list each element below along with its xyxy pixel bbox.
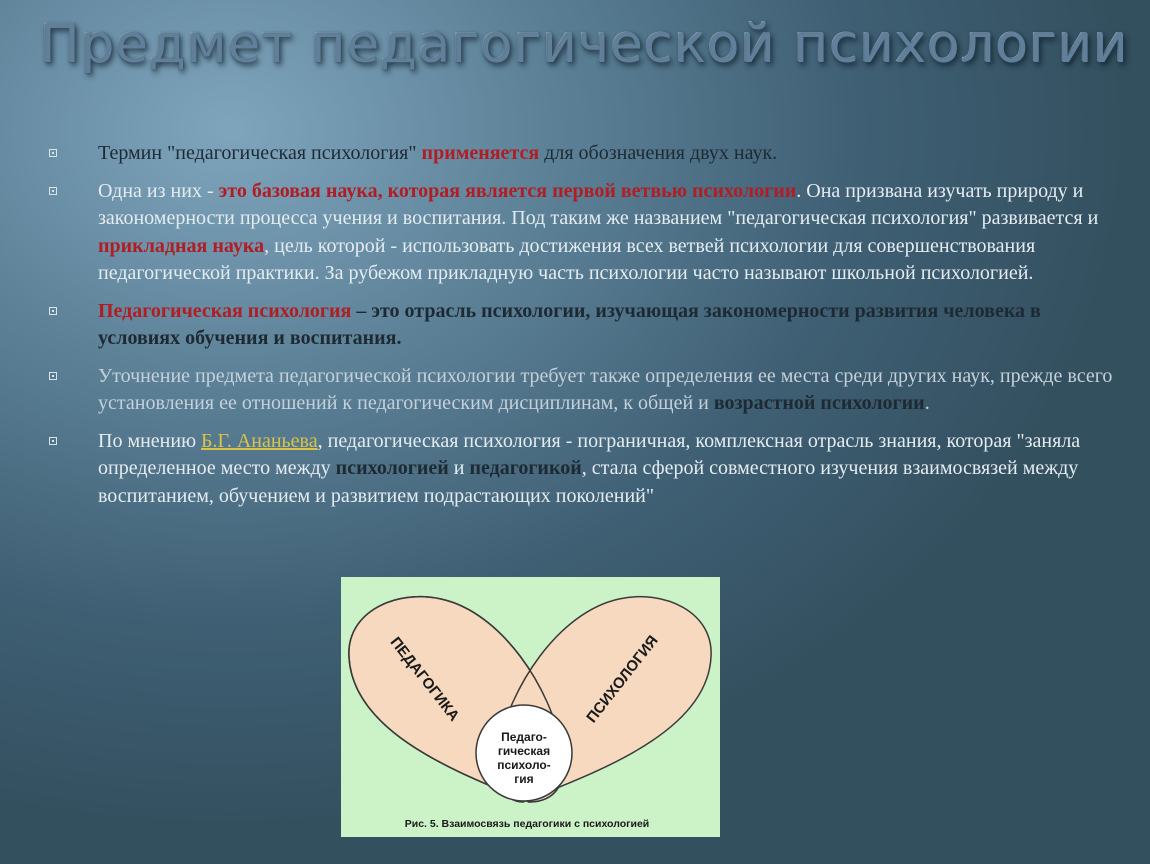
text-segment: прикладная наука (98, 234, 265, 257)
slide-title: Предмет педагогической психологии (40, 14, 1129, 75)
text-segment: По мнению (98, 429, 202, 452)
text-segment: – это отрасль психологии, изучающая закономерности развития человека в условиях обучения и воспитания. (98, 299, 1041, 349)
text-segment: возрастной психологии (713, 392, 925, 414)
bullet-list (46, 140, 1116, 520)
text-segment: педагогикой (469, 457, 582, 479)
label-pedagogy: ПЕДАГОГИКА (386, 633, 463, 725)
label-psychology: ПСИХОЛОГИЯ (583, 632, 662, 727)
text-segment: . Она призвана изучать природу и закономерности процесса учения и воспитания. Под таким же названием "педагогическая психология" развивается и (98, 179, 1099, 229)
text-segment: . (924, 392, 930, 414)
text-segment: для обозначения двух наук. (539, 142, 778, 164)
bullet-item (46, 428, 1116, 511)
square-bullet-icon (49, 372, 57, 380)
bullet-text (98, 300, 1041, 350)
bullet-item (46, 140, 1116, 168)
bullet-item (46, 178, 1116, 288)
text-segment: и (448, 457, 470, 479)
author-link[interactable]: Б.Г. Ананьева (201, 429, 318, 452)
center-label-line-2: гическая (497, 744, 551, 758)
text-segment: , цель которой - использовать достижения всех ветвей психологии для совершенствования педагогической практики. За рубежом прикладную часть психологии часто называют школьной психологией. (98, 234, 1036, 284)
text-segment: Термин "педагогическая психология" (98, 142, 422, 164)
text-segment: психологией (335, 457, 449, 479)
bullet-text (98, 430, 1080, 507)
text-segment: Педагогическая психология (98, 299, 352, 322)
text-segment: это базовая наука, которая является первой ветвью психологии (218, 179, 797, 202)
text-segment: Одна из них - (98, 179, 219, 202)
bullet-text (98, 365, 1112, 415)
bullet-item (46, 298, 1116, 353)
text-segment: , педагогическая психология - пограничная, комплексная отрасль знания, которая "заняла определенное место между (98, 429, 1081, 479)
square-bullet-icon (49, 187, 57, 195)
text-segment: применяется (421, 142, 540, 164)
venn-diagram (341, 577, 720, 837)
square-bullet-icon (49, 149, 57, 157)
text-segment: , стала сферой совместного изучения взаимосвязей между воспитанием, обучением и развитием подрастающих поколений" (98, 457, 1079, 507)
bullet-text (98, 142, 777, 164)
bullet-item (46, 363, 1116, 418)
text-segment: Уточнение предмета педагогической психологии требует также определения ее места среди других наук, прежде всего установления ее отношений к педагогическим дисциплинам, к общей и (98, 364, 1113, 414)
center-label-line-4: гия (514, 772, 534, 786)
figure-caption: Рис. 5. Взаимосвязь педагогики с психологией (404, 818, 650, 830)
square-bullet-icon (49, 307, 57, 315)
center-label-line-3: психоло- (497, 758, 551, 772)
venn-diagram-figure (341, 577, 720, 837)
square-bullet-icon (49, 437, 57, 445)
bullet-text (98, 180, 1098, 285)
center-label-line-1: Педаго- (501, 730, 547, 744)
